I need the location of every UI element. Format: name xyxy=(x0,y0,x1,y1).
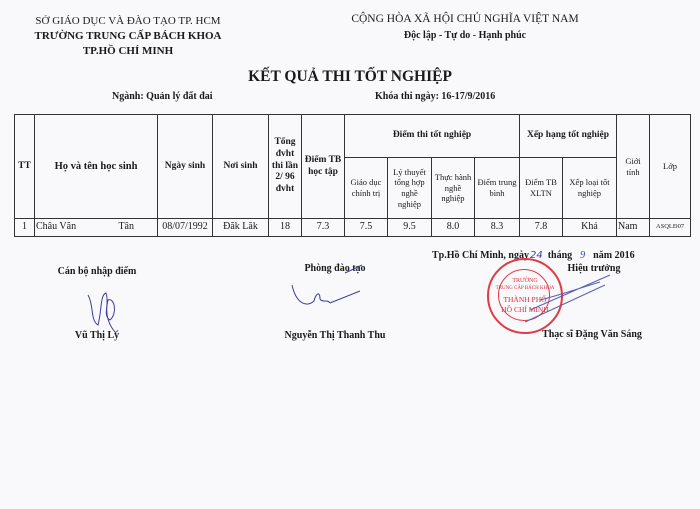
page-title: KẾT QUẢ THI TỐT NGHIỆP xyxy=(248,68,452,85)
cell-last-name: Tân xyxy=(118,221,134,233)
table-row xyxy=(15,219,691,237)
stamp-line3: THÀNH PHỐ xyxy=(503,295,547,304)
cell-name xyxy=(35,219,158,237)
cell-class: ASQLĐ07 xyxy=(650,219,691,237)
day-value: 24 xyxy=(529,250,543,261)
col-rank-group: Xếp hạng tốt nghiệp xyxy=(520,115,617,158)
col-exam-group: Điểm thi tốt nghiệp xyxy=(345,115,520,158)
col-credits: Tổng đvht thi lần 2/ 96 đvht xyxy=(269,115,302,219)
col-theory: Lý thuyết tổng hợp nghề nghiệp xyxy=(388,158,432,219)
signature-principal xyxy=(510,270,620,330)
cell-xltn: 7.8 xyxy=(520,219,563,237)
col-politics: Giáo dục chính trị xyxy=(345,158,388,219)
training-dept-title: Phòng đào tạo xyxy=(304,263,366,274)
dept-name: SỞ GIÁO DỤC VÀ ĐÀO TẠO TP. HCM xyxy=(35,15,221,27)
signature-training-dept xyxy=(290,263,365,315)
col-dob: Ngày sinh xyxy=(158,115,213,219)
col-pob: Nơi sinh xyxy=(213,115,269,219)
training-dept-name: Nguyễn Thị Thanh Thu xyxy=(284,330,386,341)
col-xltn: Điểm TB XLTN xyxy=(520,158,563,219)
entry-officer-name: Vũ Thị Lý xyxy=(74,330,120,341)
month-label: tháng xyxy=(547,250,573,261)
col-class: Lớp xyxy=(650,115,691,219)
cell-pob: Đăk Lăk xyxy=(213,219,269,237)
cell-credits: 18 xyxy=(269,219,302,237)
motto: Độc lập - Tự do - Hạnh phúc xyxy=(403,30,527,41)
school-city: TP.HỒ CHÍ MINH xyxy=(82,45,174,57)
month-value: 9 xyxy=(580,250,586,261)
republic-name: CỘNG HÒA XÃ HỘI CHỦ NGHĨA VIỆT NAM xyxy=(351,13,579,25)
cell-theory: 9.5 xyxy=(388,219,432,237)
exam-date: Khóa thi ngày: 16-17/9/2016 xyxy=(375,91,496,102)
col-tt: TT xyxy=(15,115,35,219)
cell-practice: 8.0 xyxy=(432,219,475,237)
school-name: TRƯỜNG TRUNG CẤP BÁCH KHOA xyxy=(34,30,222,42)
place-date-prefix: Tp.Hồ Chí Minh, ngày xyxy=(432,250,529,261)
cell-classification: Khá xyxy=(563,219,617,237)
cell-gender: Nam xyxy=(617,219,650,237)
col-avg: Điểm trung bình xyxy=(475,158,520,219)
cell-first-name: Châu Văn xyxy=(36,221,77,233)
cell-tt: 1 xyxy=(15,219,35,237)
col-name: Họ và tên học sinh xyxy=(35,115,158,219)
cell-avg: 8.3 xyxy=(475,219,520,237)
year-label: năm 2016 xyxy=(593,250,635,261)
col-gpa: Điểm TB học tập xyxy=(302,115,345,219)
results-table xyxy=(14,114,691,237)
stamp-line4: HỒ CHÍ MINH xyxy=(501,305,549,314)
cell-gpa: 7.3 xyxy=(302,219,345,237)
cell-dob: 08/07/1992 xyxy=(158,219,213,237)
entry-officer-title: Cán bộ nhập điểm xyxy=(57,266,137,277)
principal-name: Thạc sĩ Đặng Văn Sáng xyxy=(542,329,642,340)
cell-politics: 7.5 xyxy=(345,219,388,237)
signature-entry-officer xyxy=(80,285,130,335)
col-classification: Xếp loại tốt nghiệp xyxy=(563,158,617,219)
stamp-line2: TRUNG CẤP BÁCH KHOA xyxy=(495,286,555,291)
col-gender: Giới tính xyxy=(617,115,650,219)
major: Ngành: Quản lý đất đai xyxy=(112,91,213,102)
stamp-line1: TRƯỜNG xyxy=(512,278,538,284)
principal-title: Hiệu trưởng xyxy=(567,263,621,274)
col-practice: Thực hành nghề nghiệp xyxy=(432,158,475,219)
